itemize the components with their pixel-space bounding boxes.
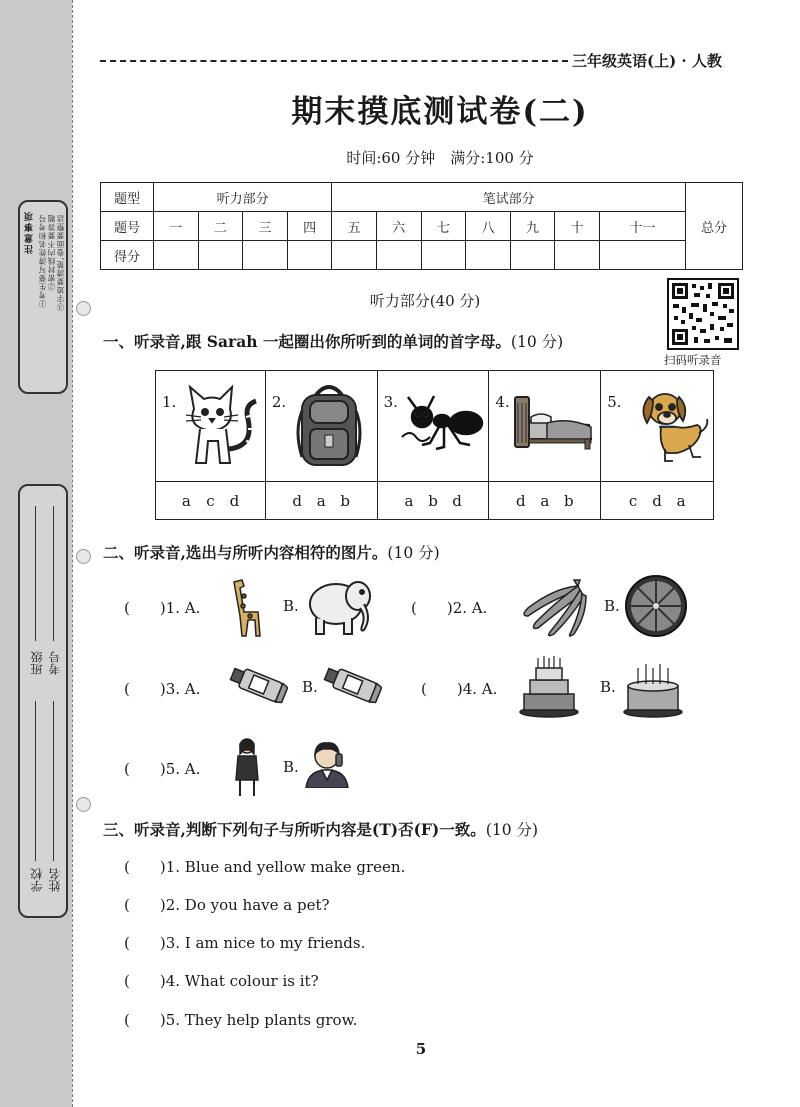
- letter-option[interactable]: a: [540, 491, 550, 510]
- q3-sentence: 4. What colour is it?: [165, 972, 319, 990]
- q1-item-number: 5.: [607, 393, 622, 411]
- question-1-points: (10 分): [510, 333, 564, 351]
- qr-label: 扫码听录音: [664, 353, 722, 367]
- notice-line: ③字迹要清楚,卷面要整洁: [56, 214, 65, 311]
- question-number: 二: [198, 212, 243, 241]
- letter-option[interactable]: a: [316, 491, 326, 510]
- q1-options: [156, 482, 266, 520]
- notice-line: ①考生要写清姓名和考号: [38, 214, 47, 308]
- answer-blank[interactable]: ( ): [124, 1011, 166, 1029]
- q2-item: [411, 597, 487, 618]
- q1-picture-cell: [265, 371, 377, 482]
- q1-picture-cell: [377, 371, 489, 482]
- notice-line: ②密封线内不要答题: [47, 214, 56, 291]
- q2-option-b-label: B.: [600, 678, 616, 696]
- q1-picture-cell: [156, 371, 266, 482]
- orange-icon: [624, 574, 688, 638]
- qr-pattern-icon: [669, 280, 737, 348]
- letter-option[interactable]: b: [340, 491, 350, 510]
- answer-blank[interactable]: ( ): [124, 858, 166, 876]
- q3-sentence: 2. Do you have a pet?: [165, 896, 330, 914]
- woman-icon: [232, 736, 262, 798]
- answer-blank[interactable]: ( ): [124, 760, 166, 778]
- answer-blank[interactable]: ( ): [124, 934, 166, 952]
- dog-icon: [637, 383, 711, 463]
- score-cell[interactable]: [154, 241, 199, 270]
- name-field[interactable]: [53, 701, 54, 861]
- punch-hole: [76, 549, 91, 564]
- question-number: 三: [243, 212, 288, 241]
- qr-code[interactable]: [667, 278, 739, 350]
- giraffe-icon: [224, 576, 268, 638]
- q1-picture-cell: [601, 371, 714, 482]
- q3-sentence: 3. I am nice to my friends.: [165, 934, 366, 952]
- letter-option[interactable]: a: [676, 491, 686, 510]
- q2-item: [124, 758, 200, 779]
- q2-item: [124, 597, 200, 618]
- answer-blank[interactable]: ( ): [124, 896, 166, 914]
- score-cell[interactable]: [243, 241, 288, 270]
- q2-item-label: 5. A.: [165, 760, 201, 778]
- q2-item-label: 1. A.: [165, 599, 201, 617]
- total-header: 总分: [686, 183, 743, 270]
- q2-option-b-label: B.: [604, 597, 620, 615]
- q2-item-label: 3. A.: [165, 680, 201, 698]
- bed-icon: [511, 391, 595, 453]
- name-label: 姓名: [48, 868, 62, 892]
- question-number: 八: [466, 212, 511, 241]
- row-label: 题号: [101, 212, 154, 241]
- question-number: 四: [287, 212, 332, 241]
- answer-blank[interactable]: ( ): [124, 599, 166, 617]
- q1-item-number: 2.: [271, 393, 287, 411]
- question-1-text: 一、听录音,跟 Sarah 一起圈出你所听到的单词的首字母。: [103, 332, 511, 351]
- score-table: [100, 182, 743, 270]
- q3-sentence: 1. Blue and yellow make green.: [165, 858, 406, 876]
- answer-blank[interactable]: ( ): [411, 599, 453, 617]
- question-number: 十一: [599, 212, 685, 241]
- listening-header: 听力部分: [154, 183, 332, 212]
- time-info: 时间:60 分钟 满分:100 分: [346, 149, 534, 167]
- glue-tube-icon: [320, 666, 382, 706]
- q1-item-number: 4.: [495, 393, 510, 411]
- man-on-phone-icon: [302, 738, 352, 788]
- letter-option[interactable]: a: [404, 491, 414, 510]
- q3-item: [124, 932, 365, 953]
- exam-no-field[interactable]: [53, 506, 54, 641]
- birthday-cake-icon: [622, 656, 684, 718]
- q2-item-label: 4. A.: [462, 680, 498, 698]
- score-cell[interactable]: [287, 241, 332, 270]
- q1-picture-cell: [489, 371, 601, 482]
- punch-hole: [76, 797, 91, 812]
- q2-option-b-label: B.: [283, 758, 299, 776]
- question-number: 九: [510, 212, 555, 241]
- elephant-icon: [302, 574, 378, 638]
- q2-item-label: 2. A.: [452, 599, 488, 617]
- letter-option[interactable]: b: [563, 491, 574, 510]
- question-3-text: 三、听录音,判断下列句子与所听内容是(T)否(F)一致。: [103, 820, 486, 839]
- exam-no-label: 考号: [48, 651, 62, 675]
- q1-options: [377, 482, 489, 520]
- score-cell[interactable]: [376, 241, 421, 270]
- score-cell[interactable]: [332, 241, 377, 270]
- row-label: 得分: [101, 241, 154, 270]
- notice-title: 注意事项: [25, 210, 35, 254]
- exam-title: 期末摸底测试卷(二): [291, 94, 589, 130]
- letter-option[interactable]: d: [229, 491, 240, 510]
- question-number: 六: [376, 212, 421, 241]
- letter-option[interactable]: b: [428, 491, 438, 510]
- ant-icon: [400, 393, 486, 453]
- student-info-box: [18, 484, 68, 918]
- letter-option[interactable]: d: [292, 491, 302, 510]
- q3-item: [124, 1009, 357, 1030]
- letter-option[interactable]: c: [206, 491, 215, 510]
- question-number: 五: [332, 212, 377, 241]
- letter-option[interactable]: c: [628, 491, 638, 510]
- q1-item-number: 1.: [162, 393, 177, 411]
- q2-option-b-label: B.: [302, 678, 318, 696]
- page-number: 5: [415, 1040, 427, 1058]
- letter-option[interactable]: d: [515, 491, 526, 510]
- row-label: 题型: [101, 183, 154, 212]
- class-label: 班级: [30, 651, 44, 675]
- answer-blank[interactable]: ( ): [124, 972, 166, 990]
- question-3-title: [103, 818, 538, 840]
- score-cell[interactable]: [599, 241, 685, 270]
- birthday-cake-icon: [518, 654, 580, 718]
- class-field[interactable]: [35, 506, 36, 641]
- question-number: 七: [421, 212, 466, 241]
- score-cell[interactable]: [555, 241, 600, 270]
- question-2-title: [103, 541, 440, 563]
- letter-option[interactable]: d: [452, 491, 462, 510]
- answer-blank[interactable]: ( ): [124, 680, 166, 698]
- q2-option-b-label: B.: [283, 597, 299, 615]
- q1-options: [489, 482, 601, 520]
- q3-item: [124, 970, 319, 991]
- writing-header: 笔试部分: [332, 183, 686, 212]
- letter-option[interactable]: a: [181, 491, 191, 510]
- question-1-table: [155, 370, 714, 520]
- bananas-icon: [514, 576, 592, 638]
- q3-item: [124, 894, 330, 915]
- question-number: 十: [555, 212, 600, 241]
- score-cell[interactable]: [198, 241, 243, 270]
- cat-icon: [176, 379, 264, 471]
- q1-options: [601, 482, 714, 520]
- question-3-points: (10 分): [485, 821, 539, 839]
- backpack-icon: [292, 381, 366, 471]
- q1-options: [265, 482, 377, 520]
- subject-label: 三年级英语(上) · 人教: [572, 52, 722, 70]
- q2-item: [421, 678, 497, 699]
- question-1-title: [103, 330, 563, 352]
- school-field[interactable]: [35, 701, 36, 861]
- listening-section-title: 听力部分(40 分): [369, 292, 481, 310]
- question-2-points: (10 分): [387, 544, 440, 562]
- q3-sentence: 5. They help plants grow.: [165, 1011, 358, 1029]
- glue-tube-icon: [226, 666, 288, 706]
- answer-blank[interactable]: ( ): [421, 680, 463, 698]
- question-number: 一: [154, 212, 199, 241]
- score-cell[interactable]: [510, 241, 555, 270]
- q2-item: [124, 678, 200, 699]
- score-cell[interactable]: [466, 241, 511, 270]
- q3-item: [124, 856, 405, 877]
- q1-item-number: 3.: [383, 393, 398, 411]
- score-cell[interactable]: [421, 241, 466, 270]
- question-2-text: 二、听录音,选出与所听内容相符的图片。: [103, 543, 388, 562]
- school-label: 学校: [30, 868, 44, 892]
- letter-option[interactable]: d: [652, 491, 662, 510]
- header-rule: [100, 60, 568, 62]
